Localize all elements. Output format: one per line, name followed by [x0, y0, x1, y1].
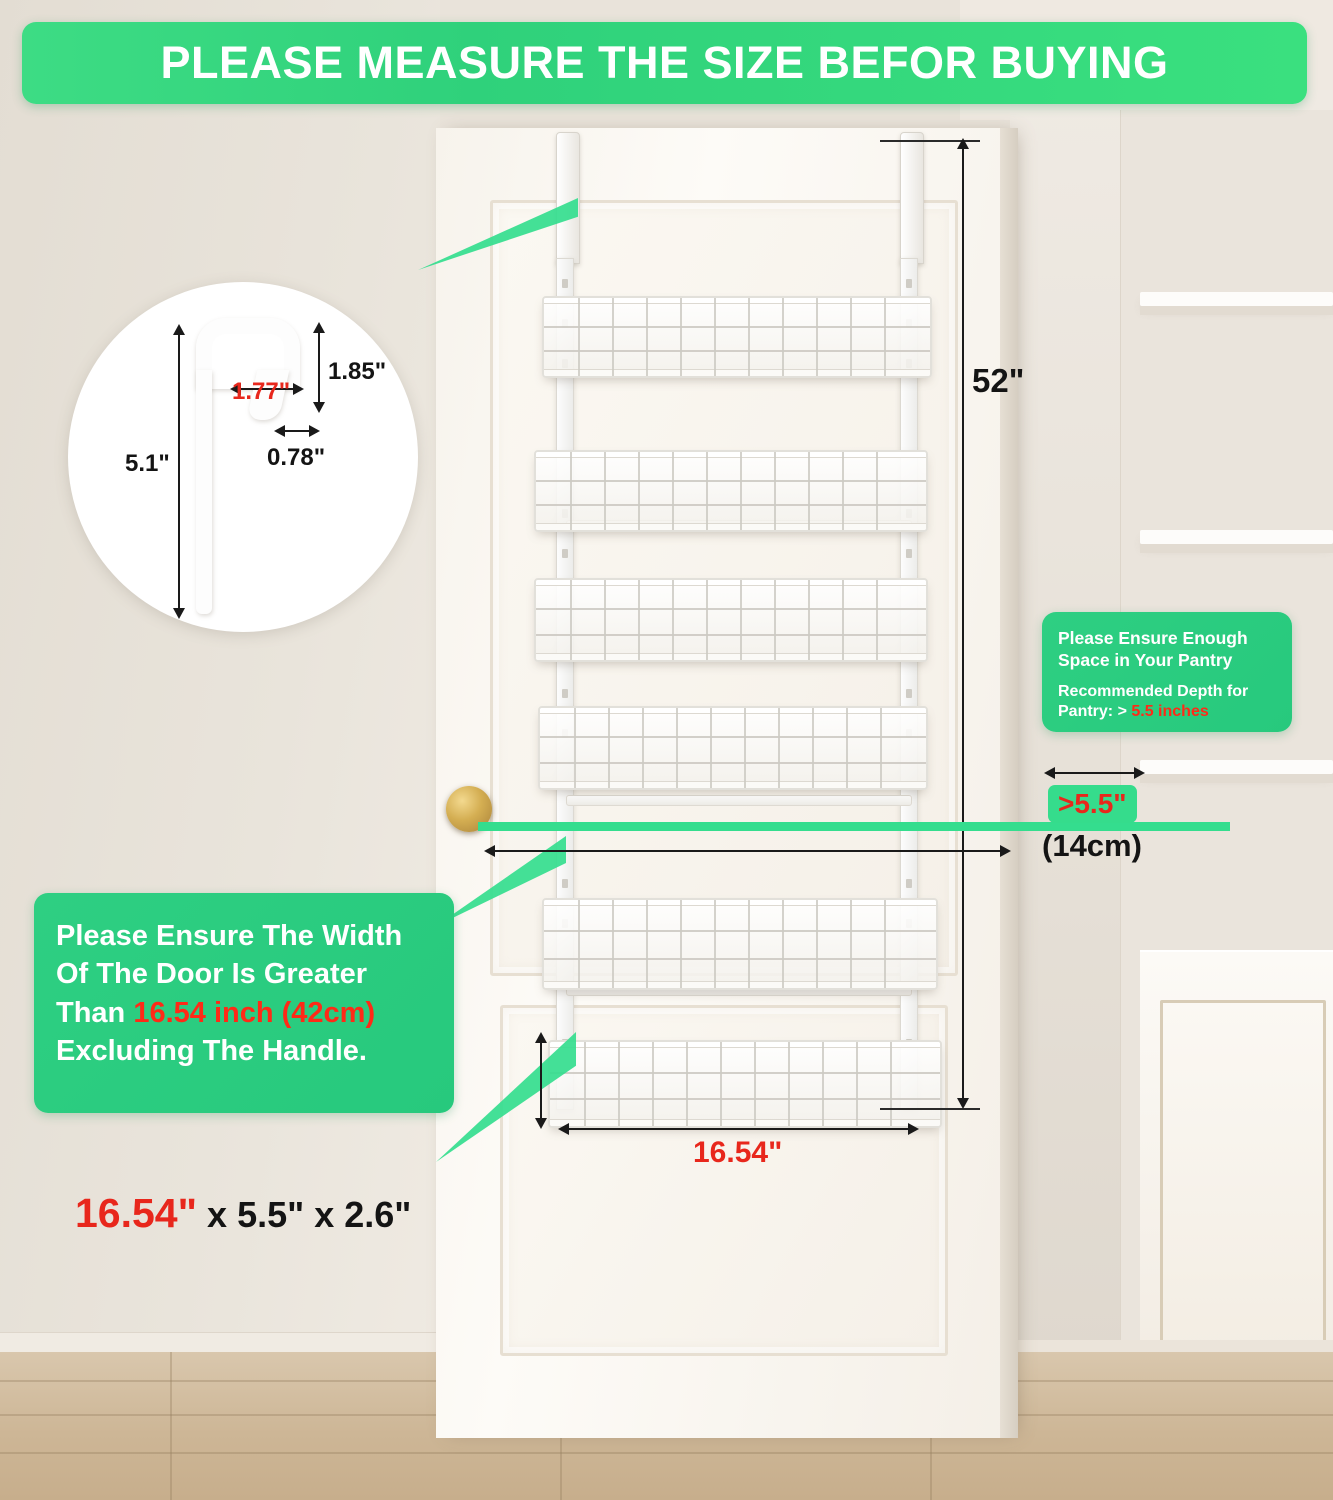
- overall-rest: x 5.5" x 2.6": [197, 1194, 412, 1235]
- pantry-note-line1: Please Ensure Enough: [1058, 628, 1248, 648]
- pantry-note-highlight: 5.5 inches: [1131, 702, 1209, 720]
- hook-drop-arrow-down: [173, 608, 185, 619]
- hook-height-arrow-up: [313, 322, 325, 333]
- pantry-note-line2: Space in Your Pantry: [1058, 649, 1233, 670]
- over-door-hook-left: [556, 132, 580, 264]
- door-note-highlight: 16.54 inch (42cm): [133, 996, 376, 1029]
- basket-width-arrow-left: [558, 1123, 569, 1135]
- door-note-line3-prefix: Than: [56, 996, 134, 1029]
- hook-drop-arrow-up: [173, 324, 185, 335]
- rack-basket: [538, 706, 928, 790]
- door-note-line2: Of The Door Is Greater: [56, 958, 368, 991]
- basket-width-label: 16.54": [693, 1136, 783, 1169]
- hook-width-arrow-right: [293, 383, 304, 395]
- door-width-note-box: [34, 893, 454, 1113]
- rack-basket: [548, 1040, 942, 1128]
- cabinet-door-panel: [1160, 1000, 1326, 1356]
- rack-height-arrow-up: [957, 138, 969, 149]
- door-width-arrow-left: [484, 845, 495, 857]
- basket-width-arrow-right: [908, 1123, 919, 1135]
- closet-shelf: [1140, 530, 1333, 544]
- rack-basket: [542, 296, 932, 378]
- pantry-note-line4-prefix: Pantry: >: [1058, 702, 1132, 720]
- hook-height-dim-line: [318, 330, 320, 408]
- basket-height-arrow-down: [535, 1118, 547, 1129]
- depth-dim-line: [1052, 772, 1140, 774]
- overall-dimensions: [75, 1190, 411, 1237]
- wall-left: [0, 0, 440, 1390]
- rack-cross-brace: [566, 795, 912, 806]
- rack-basket: [534, 578, 928, 662]
- top-banner: [22, 22, 1307, 104]
- closet-shelf: [1140, 292, 1333, 306]
- closet-shelf-lip: [1140, 774, 1333, 783]
- rack-basket: [534, 450, 928, 532]
- pantry-note-box: [1042, 612, 1292, 732]
- depth-arrow-right: [1134, 767, 1145, 779]
- door-note-line4: Excluding The Handle.: [56, 1034, 367, 1067]
- rack-height-dim-line: [962, 146, 964, 1104]
- basket-height-arrow-up: [535, 1032, 547, 1043]
- closet-shelf-lip: [1140, 544, 1333, 553]
- depth-badge: >5.5": [1048, 785, 1137, 823]
- hook-drop-dim-line: [178, 332, 180, 614]
- hook-thickness-label: 0.78": [267, 444, 326, 471]
- rack-height-arrow-down: [957, 1098, 969, 1109]
- hook-thickness-arrow-right: [309, 425, 320, 437]
- basket-width-dim-line: [566, 1128, 914, 1130]
- depth-metric-label: (14cm): [1042, 828, 1142, 863]
- closet-shelf-lip: [1140, 306, 1333, 315]
- door-width-arrow-right: [1000, 845, 1011, 857]
- overall-width: 16.54": [75, 1190, 198, 1236]
- door-note-line1: Please Ensure The Width: [56, 920, 403, 952]
- closet-shelf: [1140, 760, 1333, 774]
- depth-arrow-left: [1044, 767, 1055, 779]
- door-width-dim-line: [492, 850, 1006, 852]
- rack-basket: [542, 898, 938, 990]
- hook-thickness-arrow-left: [274, 425, 285, 437]
- hook-drop-label: 5.1": [125, 450, 170, 477]
- door-edge: [1000, 128, 1018, 1438]
- hook-height-label: 1.85": [328, 358, 387, 385]
- banner-text: PLEASE MEASURE THE SIZE BEFOR BUYING: [160, 37, 1169, 88]
- hook-height-arrow-down: [313, 402, 325, 413]
- pantry-note-line3: Recommended Depth for: [1058, 682, 1249, 700]
- basket-height-dim-line: [540, 1040, 542, 1124]
- over-door-hook-right: [900, 132, 924, 264]
- rack-height-label: 52": [972, 362, 1025, 399]
- hook-width-label: 1.77": [232, 378, 291, 405]
